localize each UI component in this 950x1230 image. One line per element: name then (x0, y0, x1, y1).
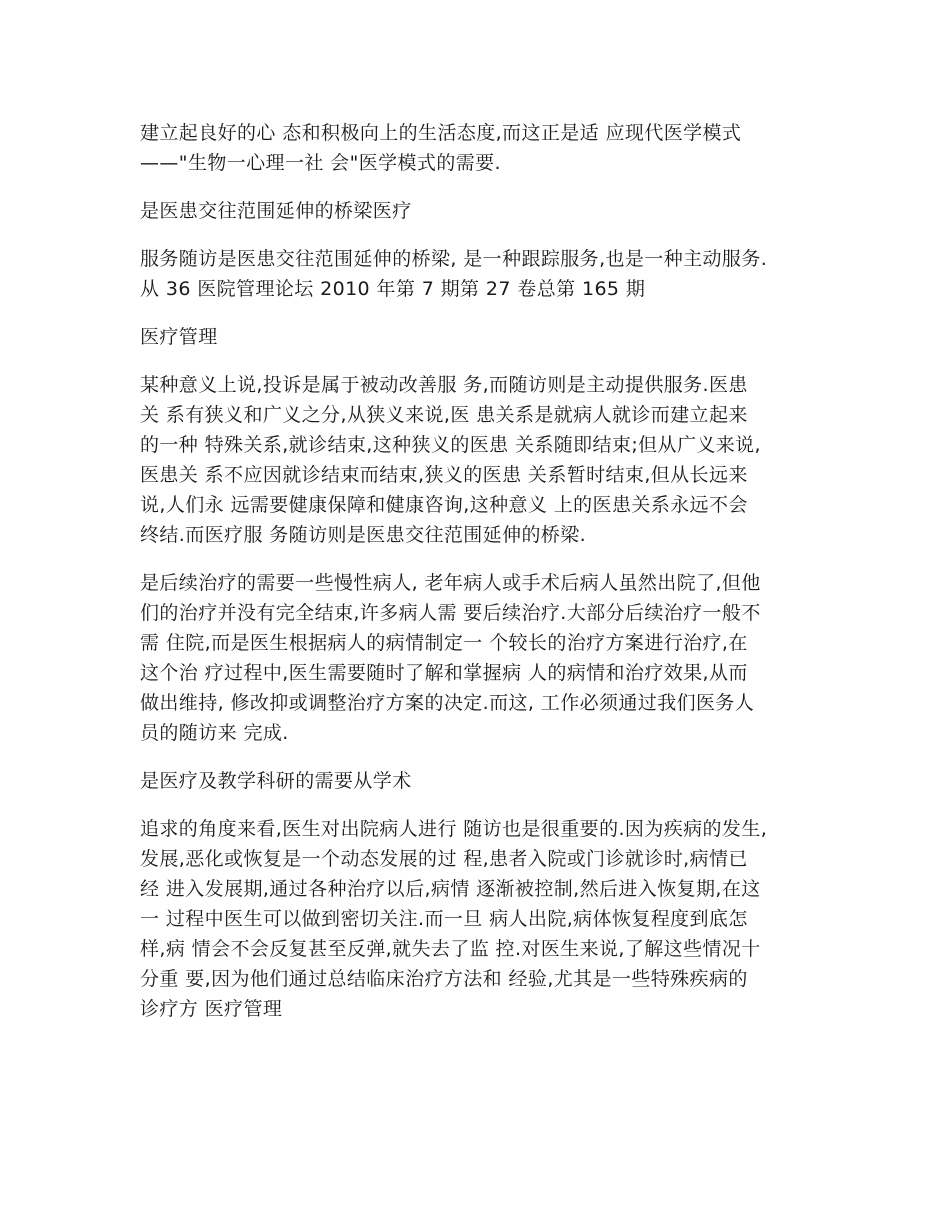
section-heading-medical-management: 医疗管理 (140, 326, 218, 348)
section-heading-bridge: 是医患交往范围延伸的桥梁医疗 (140, 200, 412, 222)
paragraph-academic-research: 追求的角度来看,医生对出院病人进行 随访也是很重要的.因为疾病的发生, 发展,恶化或恢复是一个动态发展的过 程,患者入院或门诊就诊时,病情已 经 进入发展期,通过各种治疗以后,病情 逐渐被控制,然后进入恢复期,在这 一 过程中医生可以做到密切关注.而一旦 病人出院,病体恢复程度到底怎 样,病 情会不会反复甚至反弹,就失去了监 控.对医生来说,了解这些情况十 分重 要,因为他们通过总结临床治疗方法和 经验,尤其是一些特殊疾病的 诊疗方 医疗管理 (140, 818, 768, 1020)
paragraph-follow-up-treatment: 是后续治疗的需要一些慢性病人, 老年病人或手术后病人虽然出院了,但他 们的治疗并没有完全结束,许多病人需 要后续治疗.大部分后续治疗一般不 需 住院,而是医生根据病人的病情制定一 个较长的治疗方案进行治疗,在 这个治 疗过程中,医生需要随时了解和掌握病 人的病情和治疗效果,从而 做出维持, 修改抑或调整治疗方案的决定.而这, 工作必须通过我们医务人 员的随访来 完成. (140, 572, 761, 744)
paragraph-intro: 建立起良好的心 态和积极向上的生活态度,而这正是适 应现代医学模式 ——"生物一心理一社 会"医学模式的需要. (140, 122, 742, 174)
section-heading-research: 是医疗及教学科研的需要从学术 (140, 770, 412, 792)
paragraph-follow-up-service: 服务随访是医患交往范围延伸的桥梁, 是一种跟踪服务,也是一种主动服务. 从 36 医院管理论坛 2010 年第 7 期第 27 卷总第 165 期 (140, 248, 768, 300)
paragraph-doctor-patient-relation: 某种意义上说,投诉是属于被动改善服 务,而随访则是主动提供服务.医患 关 系有狭义和广义之分,从狭义来说,医 患关系是就病人就诊而建立起来 的一种 特殊关系,就诊结束,这种狭义的医患 关系随即结束;但从广义来说, 医患关 系不应因就诊结束而结束,狭义的医患 关系暂时结束,但从长远来 说,人们永 远需要健康保障和健康咨询,这种意义 上的医患关系永远不会 终结.而医疗服 务随访则是医患交往范围延伸的桥梁. (140, 374, 762, 546)
document-page (140, 118, 820, 1042)
